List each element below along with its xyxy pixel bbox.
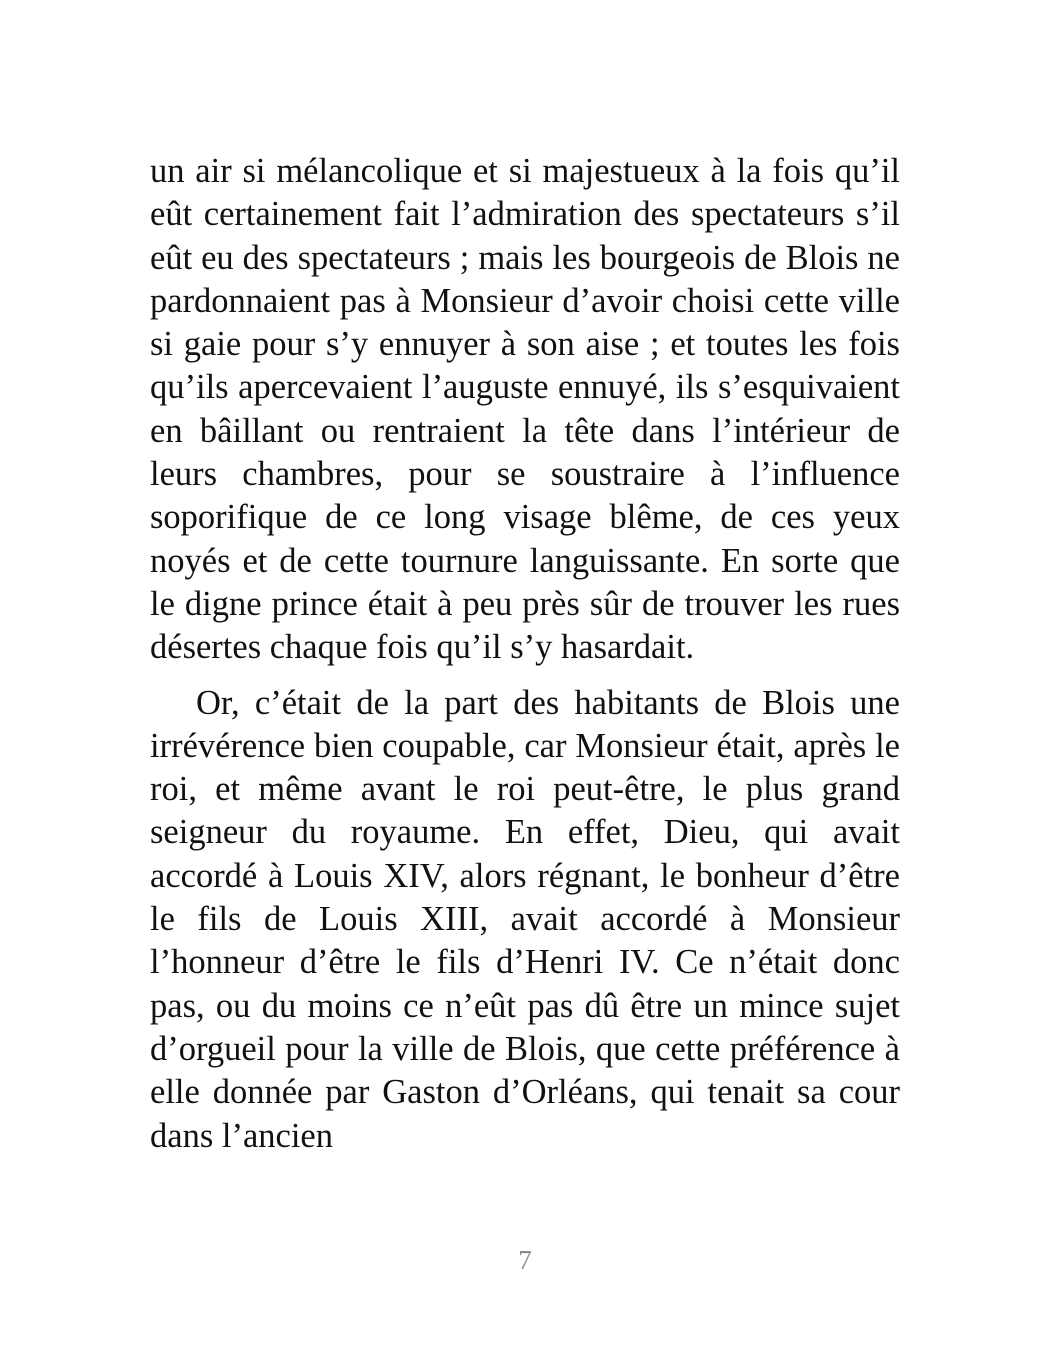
paragraph-new: Or, c’était de la part des habitants de Blois une irrévérence bien coupable, car Monsieur était, après le roi, et même avant le roi peut-être, le plus grand seigneur du royaume. En effet, Dieu, qui avait accordé à Louis XIV, alors régnant, le bonheur d’être le fils de Louis XIII, avait accordé à Monsieur l’honneur d’être le fils d’Henri IV. Ce n’était donc pas, ou du moins ce n’eût pas dû être un mince sujet d’orgueil pour la ville de Blois, que cette préférence à elle donnée par Gaston d’Orléans, qui tenait sa cour dans l’ancien xyxy=(150,683,900,1155)
body-text xyxy=(150,150,900,1158)
paragraph-continued: un air si mélancolique et si majestueux à la fois qu’il eût certainement fait l’admiration des spectateurs s’il eût eu des spectateurs ; mais les bourgeois de Blois ne pardonnaient pas à Monsieur d’avoir choisi cette ville si gaie pour s’y ennuyer à son aise ; et toutes les fois qu’ils apercevaient l’auguste ennuyé, ils s’esquivaient en bâillant ou rentraient la tête dans l’intérieur de leurs chambres, pour se soustraire à l’influence soporifique de ce long visage blême, de ces yeux noyés et de cette tournure languissante. En sorte que le digne prince était à peu près sûr de trouver les rues désertes chaque fois qu’il s’y hasardait. xyxy=(150,152,900,667)
page-number: 7 xyxy=(518,1245,532,1275)
